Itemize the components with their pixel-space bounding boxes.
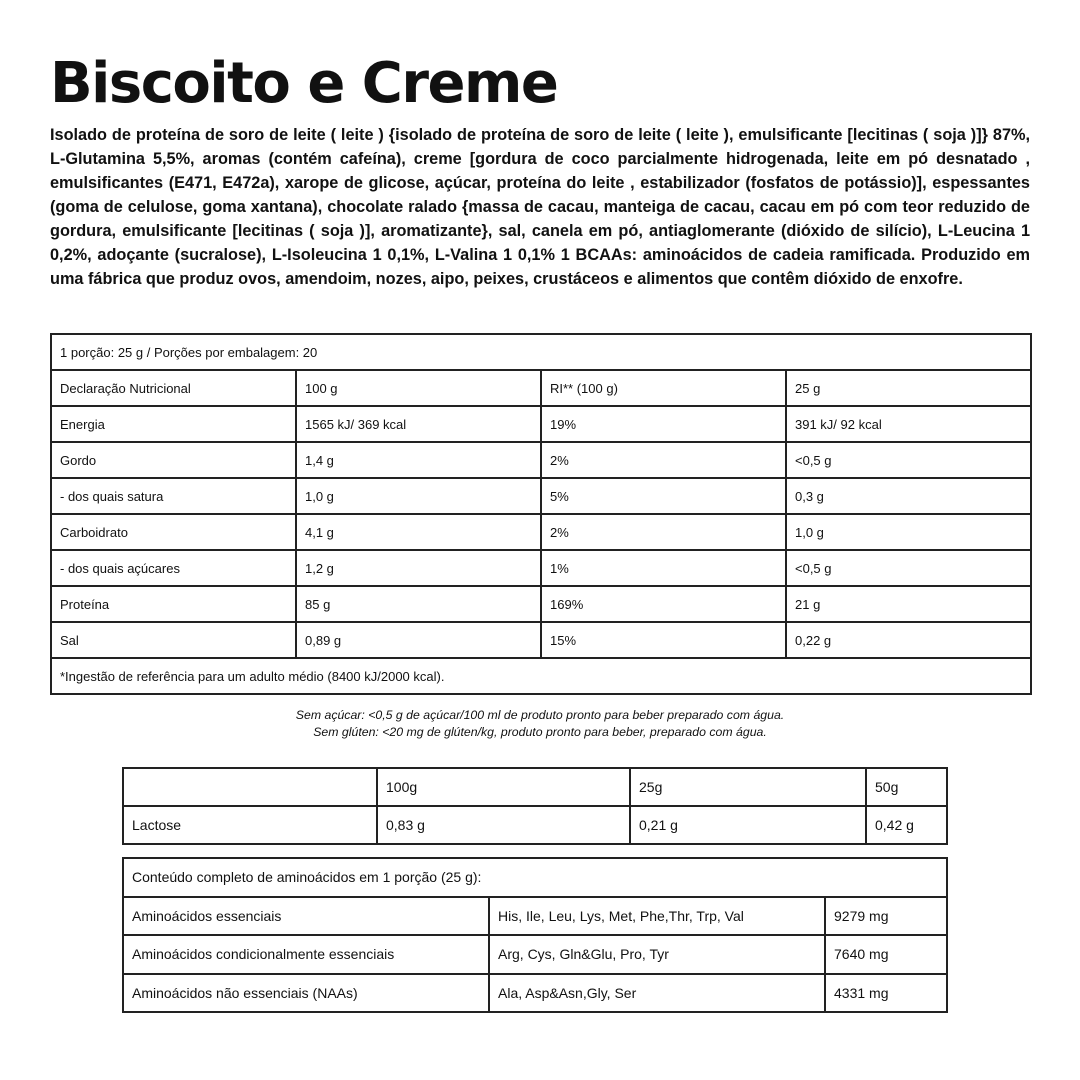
table-cell: 25g xyxy=(630,768,866,806)
table-cell: 169% xyxy=(541,586,786,622)
serving-info: 1 porção: 25 g / Porções por embalagem: 20 xyxy=(51,334,1031,370)
table-cell: 2% xyxy=(541,514,786,550)
table-cell: <0,5 g xyxy=(786,550,1031,586)
table-row xyxy=(51,658,1031,694)
table-cell: 4,1 g xyxy=(296,514,541,550)
table-row xyxy=(123,974,947,1013)
table-cell: 0,21 g xyxy=(630,806,866,844)
table-row xyxy=(51,550,1031,586)
table-cell: 1,2 g xyxy=(296,550,541,586)
table-cell: 4331 mg xyxy=(825,974,947,1013)
table-row xyxy=(51,478,1031,514)
table-cell: Declaração Nutricional xyxy=(51,370,296,406)
table-cell xyxy=(123,768,377,806)
table-cell: Ala, Asp&Asn,Gly, Ser xyxy=(489,974,825,1013)
table-cell: - dos quais açúcares xyxy=(51,550,296,586)
ingredients-text: Isolado de proteína de soro de leite ( leite ) {isolado de proteína de soro de leite ( leite ), emulsificante [lecitinas ( soja )]} 87%, L-Glutamina 5,5%, aromas (contém cafeína), creme [gordura de coco parcialmente hidrogenada, leite em pó desnatado , emulsificantes (E471, E472a), xarope de glicose, açúcar, proteína do leite , estabilizador (fosfatos de potássio)], espessantes (goma de celulose, goma xantana), chocolate ralado {massa de cacau, manteiga de cacau, cacau em pó com teor reduzido de gordura, emulsificante [lecitinas ( soja )], aromatizante}, sal, canela em pó, antiaglomerante (dióxido de silício), L-Leucina 1 0,2%, adoçante (sucralose), L-Isoleucina 1 0,1%, L-Valina 1 0,1% 1 BCAAs: aminoácidos de cadeia ramificada. Produzido em uma fábrica que produz ovos, amendoim, nozes, aipo, peixes, crustáceos e alimentos que contêm dióxido de enxofre. xyxy=(50,126,1030,288)
table-row xyxy=(51,334,1031,370)
table-cell: Aminoácidos essenciais xyxy=(123,897,489,936)
gluten-free-note: Sem glúten: <20 mg de glúten/kg, produto pronto para beber, preparado com água. xyxy=(313,725,767,739)
table-row xyxy=(123,935,947,974)
table-cell: 1565 kJ/ 369 kcal xyxy=(296,406,541,442)
amino-heading: Conteúdo completo de aminoácidos em 1 porção (25 g): xyxy=(123,858,947,897)
sugar-free-note: Sem açúcar: <0,5 g de açúcar/100 ml de produto pronto para beber preparado com água. xyxy=(295,708,785,722)
footnotes xyxy=(0,707,1080,741)
table-row xyxy=(51,370,1031,406)
table-row xyxy=(51,442,1031,478)
lactose-table xyxy=(122,767,948,845)
table-cell: 15% xyxy=(541,622,786,658)
table-cell: 21 g xyxy=(786,586,1031,622)
nutrition-table xyxy=(50,333,1032,695)
table-row xyxy=(51,514,1031,550)
table-cell: <0,5 g xyxy=(786,442,1031,478)
table-cell: RI** (100 g) xyxy=(541,370,786,406)
table-cell: 1% xyxy=(541,550,786,586)
page-title: Biscoito e Creme xyxy=(50,51,558,116)
table-cell: Gordo xyxy=(51,442,296,478)
table-cell: 1,0 g xyxy=(786,514,1031,550)
table-row xyxy=(51,586,1031,622)
table-cell: 25 g xyxy=(786,370,1031,406)
table-cell: 50g xyxy=(866,768,947,806)
table-cell: Aminoácidos condicionalmente essenciais xyxy=(123,935,489,974)
table-cell: 0,83 g xyxy=(377,806,630,844)
table-cell: 19% xyxy=(541,406,786,442)
table-cell: Sal xyxy=(51,622,296,658)
table-cell: Lactose xyxy=(123,806,377,844)
table-cell: 0,89 g xyxy=(296,622,541,658)
table-cell: 100g xyxy=(377,768,630,806)
table-cell: 1,4 g xyxy=(296,442,541,478)
table-cell: 0,42 g xyxy=(866,806,947,844)
table-cell: Proteína xyxy=(51,586,296,622)
table-cell: 9279 mg xyxy=(825,897,947,936)
amino-acid-table xyxy=(122,857,948,1013)
table-row xyxy=(123,768,947,806)
table-cell: 7640 mg xyxy=(825,935,947,974)
table-cell: 85 g xyxy=(296,586,541,622)
table-row xyxy=(123,806,947,844)
table-cell: 0,3 g xyxy=(786,478,1031,514)
table-cell: - dos quais satura xyxy=(51,478,296,514)
table-row xyxy=(51,622,1031,658)
table-cell: Aminoácidos não essenciais (NAAs) xyxy=(123,974,489,1013)
reference-footnote: *Ingestão de referência para um adulto médio (8400 kJ/2000 kcal). xyxy=(51,658,1031,694)
table-cell: His, Ile, Leu, Lys, Met, Phe,Thr, Trp, Val xyxy=(489,897,825,936)
table-cell: Arg, Cys, Gln&Glu, Pro, Tyr xyxy=(489,935,825,974)
table-cell: 391 kJ/ 92 kcal xyxy=(786,406,1031,442)
table-cell: Carboidrato xyxy=(51,514,296,550)
table-cell: 2% xyxy=(541,442,786,478)
table-cell: 100 g xyxy=(296,370,541,406)
table-row xyxy=(123,897,947,936)
table-cell: 5% xyxy=(541,478,786,514)
table-row xyxy=(123,858,947,897)
table-cell: 1,0 g xyxy=(296,478,541,514)
table-row xyxy=(51,406,1031,442)
table-cell: 0,22 g xyxy=(786,622,1031,658)
table-cell: Energia xyxy=(51,406,296,442)
